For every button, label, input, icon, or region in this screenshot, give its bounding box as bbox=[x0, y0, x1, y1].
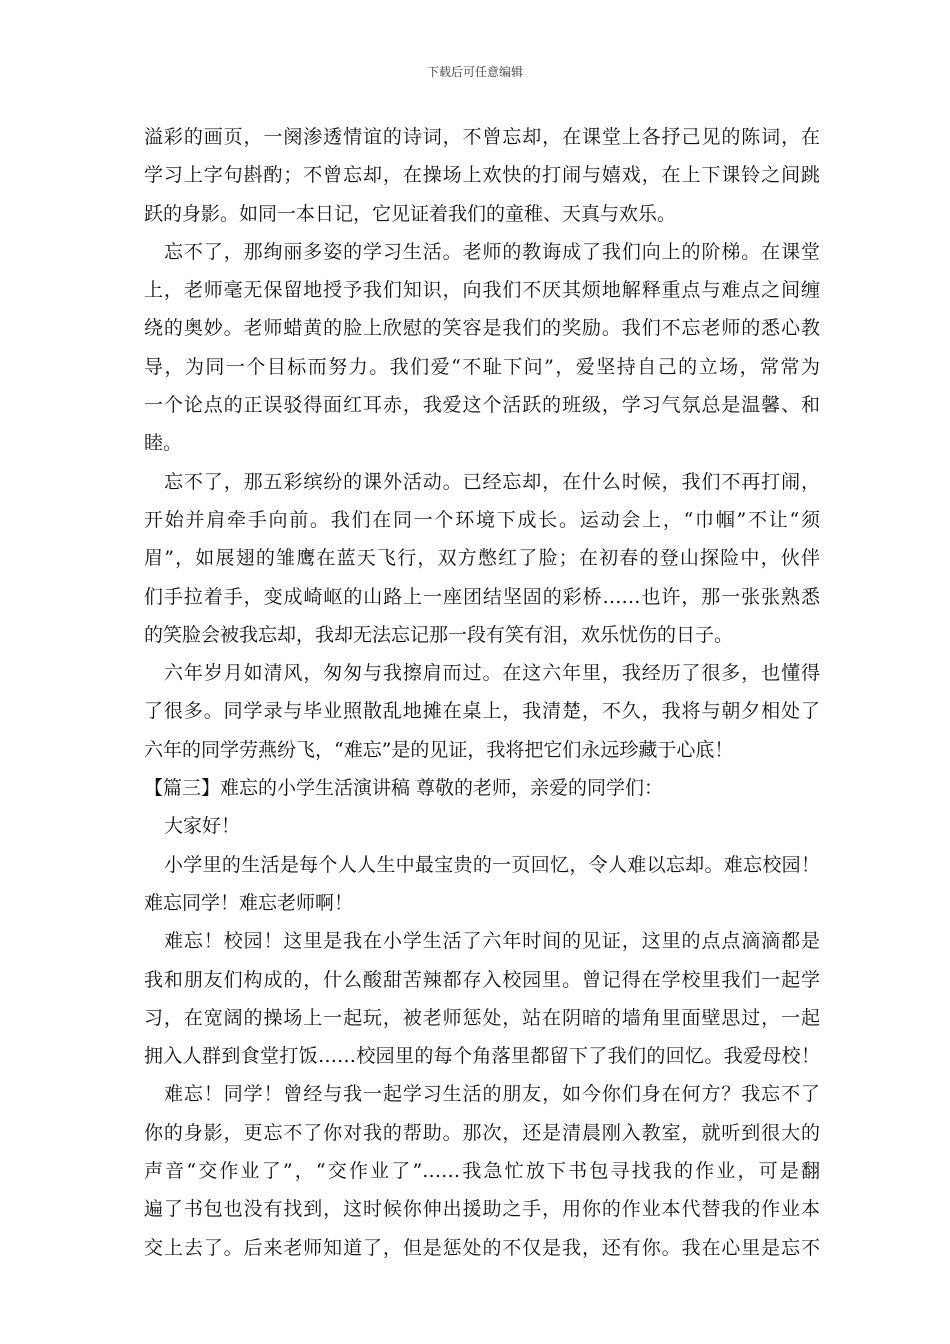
document-body bbox=[144, 118, 820, 1267]
text-line: 上，老师毫无保留地授予我们知识，向我们不厌其烦地解释重点与难点之间缠 bbox=[144, 279, 820, 302]
text-line: 你的身影，更忘不了你对我的帮助。那次，还是清晨刚入教室，就听到很大的 bbox=[144, 1121, 820, 1144]
text-line: 的笑脸会被我忘却，我却无法忘记那一段有笑有泪，欢乐忧伤的日子。 bbox=[144, 623, 734, 646]
text-line: 习，在宽阔的操场上一起玩，被老师惩处，站在阴暗的墙角里面壁思过，一起 bbox=[144, 1006, 820, 1029]
text-line: 绕的奥妙。老师蜡黄的脸上欣慰的笑容是我们的奖励。我们不忘老师的悉心教 bbox=[144, 317, 820, 340]
text-line: 们手拉着手，变成崎岖的山路上一座团结坚固的彩桥……也许，那一张张熟悉 bbox=[144, 585, 820, 608]
text-line: 忘不了，那五彩缤纷的课外活动。已经忘却，在什么时候，我们不再打闹， bbox=[164, 470, 820, 493]
text-line: 学习上字句斟酌；不曾忘却，在操场上欢快的打闹与嬉戏，在上下课铃之间跳 bbox=[144, 164, 820, 187]
text-line: 难忘！校园！这里是我在小学生活了六年时间的见证，这里的点点滴滴都是 bbox=[164, 930, 820, 953]
text-line: 我和朋友们构成的，什么酸甜苦辣都存入校园里。曾记得在学校里我们一起学 bbox=[144, 968, 820, 991]
text-line: 忘不了，那绚丽多姿的学习生活。老师的教诲成了我们向上的阶梯。在课堂 bbox=[164, 240, 820, 263]
text-line: 一个论点的正误驳得面红耳赤，我爱这个活跃的班级，学习气氛总是温馨、和 bbox=[144, 394, 820, 417]
text-line: 开始并肩牵手向前。我们在同一个环境下成长。运动会上，“巾帼”不让“须 bbox=[144, 508, 820, 531]
text-line: 遍了书包也没有找到，这时候你伸出援助之手，用你的作业本代替我的作业本 bbox=[144, 1198, 820, 1221]
text-line: 了很多。同学录与毕业照散乱地摊在桌上，我清楚，不久，我将与朝夕相处了 bbox=[144, 700, 820, 723]
text-line: 【篇三】难忘的小学生活演讲稿 尊敬的老师，亲爱的同学们： bbox=[144, 777, 664, 800]
text-line: 拥入人群到食堂打饭……校园里的每个角落里都留下了我们的回忆。我爱母校！ bbox=[144, 1045, 820, 1068]
text-line: 导，为同一个目标而努力。我们爱“不耻下问”，爱坚持自己的立场，常常为 bbox=[144, 355, 820, 378]
text-line: 小学里的生活是每个人人生中最宝贵的一页回忆，令人难以忘却。难忘校园！ bbox=[164, 853, 820, 876]
text-line: 声音“交作业了”，“交作业了”……我急忙放下书包寻找我的作业，可是翻 bbox=[144, 1160, 820, 1183]
text-line: 难忘同学！难忘老师啊！ bbox=[144, 891, 354, 914]
text-line: 交上去了。后来老师知道了，但是惩处的不仅是我，还有你。我在心里是忘不 bbox=[144, 1236, 820, 1259]
text-line: 大家好！ bbox=[164, 815, 241, 838]
text-line: 溢彩的画页，一阕渗透情谊的诗词，不曾忘却，在课堂上各抒己见的陈词，在 bbox=[144, 126, 820, 148]
text-line: 六年的同学劳燕纷飞，“难忘”是的见证，我将把它们永远珍藏于心底！ bbox=[144, 738, 734, 761]
text-line: 跃的身影。如同一本日记，它见证着我们的童稚、天真与欢乐。 bbox=[144, 202, 677, 225]
text-line: 难忘！同学！曾经与我一起学习生活的朋友，如今你们身在何方？我忘不了 bbox=[164, 1083, 820, 1106]
text-line: 睦。 bbox=[144, 432, 183, 455]
text-line: 六年岁月如清风，匆匆与我擦肩而过。在这六年里，我经历了很多，也懂得 bbox=[164, 662, 820, 685]
page-header: 下载后可任意编辑 bbox=[426, 65, 523, 79]
text-line: 眉”，如展翅的雏鹰在蓝天飞行，双方憋红了脸；在初春的登山探险中，伙伴 bbox=[144, 547, 820, 570]
